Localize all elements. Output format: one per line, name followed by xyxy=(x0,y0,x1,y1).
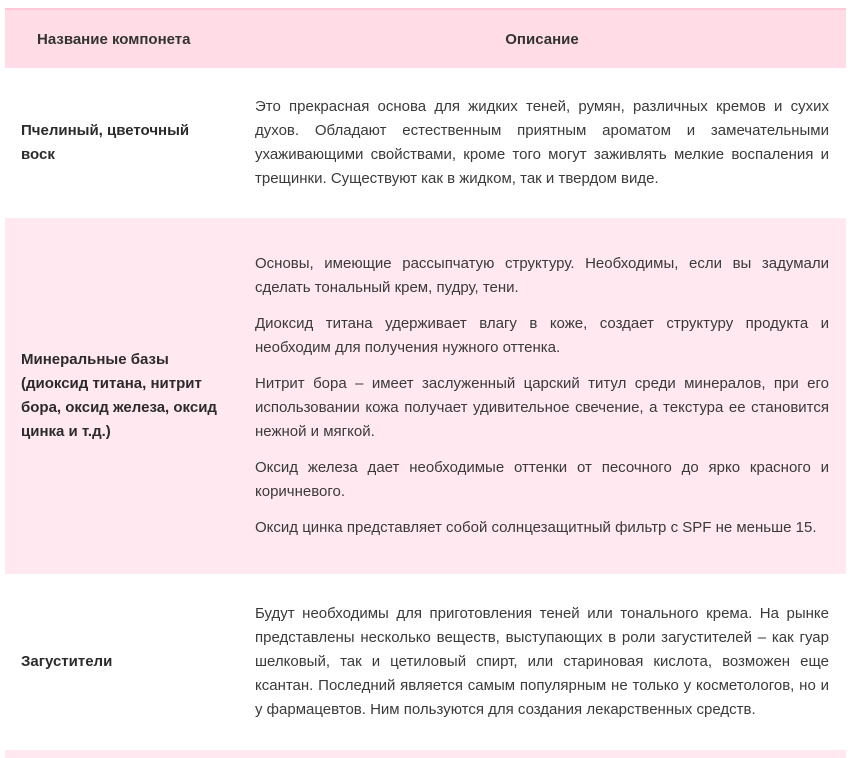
description-paragraph: Диоксид титана удерживает влагу в коже, создает структуру продукта и необходим для получения нужного оттенка. xyxy=(255,315,829,356)
component-name: Загустители xyxy=(21,653,113,670)
header-name-column: Название компонета xyxy=(37,30,191,48)
component-name: Пчелиный, цветочный воск xyxy=(21,122,190,163)
table-row xyxy=(5,68,846,218)
component-name: Минеральные базы (диоксид титана, нитрит бора, оксид железа, оксид цинка и т.д.) xyxy=(21,351,217,440)
description-paragraph: Оксид цинка представляет собой солнцезащитный фильтр с SPF не меньше 15. xyxy=(255,519,817,536)
next-row-edge xyxy=(5,750,846,758)
components-table xyxy=(5,8,846,758)
table-row xyxy=(5,574,846,750)
description-paragraph: Нитрит бора – имеет заслуженный царский титул среди минералов, при его использовании кожа получает удивительное свечение, а текстура ее становится нежной и мягкой. xyxy=(255,375,829,440)
description-paragraph: Оксид железа дает необходимые оттенки от песочного до ярко красного и коричневого. xyxy=(255,459,829,500)
table-row xyxy=(5,218,846,574)
component-description xyxy=(238,602,846,722)
description-paragraph: Основы, имеющие рассыпчатую структуру. Необходимы, если вы задумали сделать тональный крем, пудру, тени. xyxy=(255,255,829,296)
component-description xyxy=(238,252,846,540)
header-description-column: Описание xyxy=(505,30,579,48)
table-header xyxy=(5,8,846,68)
description-paragraph: Это прекрасная основа для жидких теней, румян, различных кремов и сухих духов. Обладают естественным приятным ароматом и замечательными ухаживающими свойствами, кроме того могут заживлять мелкие воспаления и трещинки. Существуют как в жидком, так и твердом виде. xyxy=(255,98,829,187)
description-paragraph: Будут необходимы для приготовления теней или тонального крема. На рынке представлены несколько веществ, выступающих в роли загустителей – как гуар шелковый, так и цетиловый спирт, или стариновая кислота, возможен еще ксантан. Последний является самым популярным не только у косметологов, но и у фармацевтов. Ним пользуются для создания лекарственных средств. xyxy=(255,605,829,718)
component-description xyxy=(238,95,846,191)
